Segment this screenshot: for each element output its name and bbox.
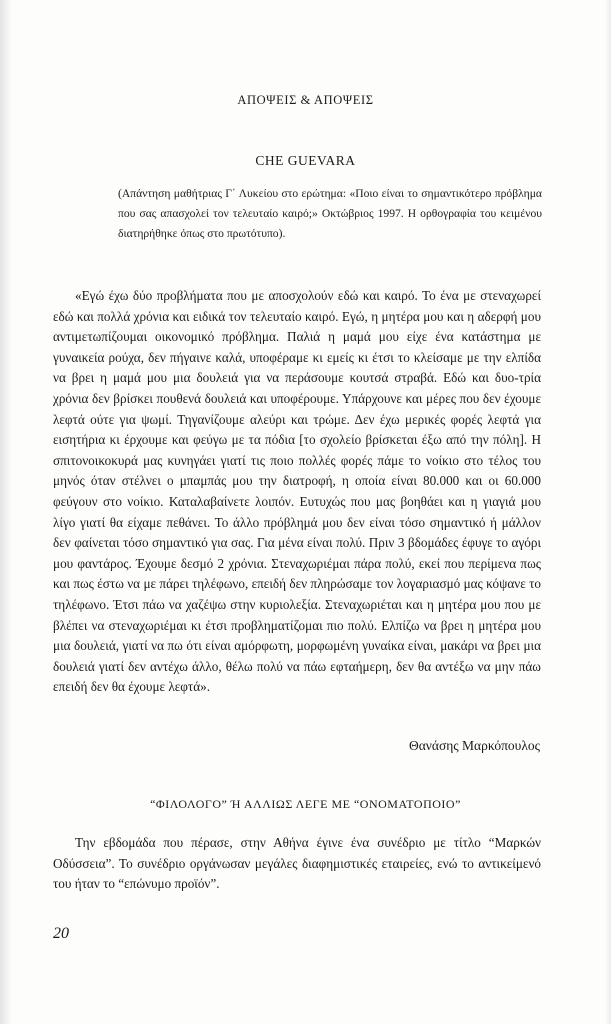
article-title: CHE GUEVARA [255, 153, 356, 168]
article-intro: (Απάντηση μαθήτριας Γ΄ Λυκείου στο ερώτημα: «Ποιο είναι το σημαντικότερο πρόβλημα που σας απασχολεί τον τελευταίο καιρό;» Οκτώβριος 1997. Η ορθογραφία του κειμένου διατηρήθηκε όπως στο πρωτότυπο). [118, 187, 542, 240]
section-title: “ΦΙΛΟΛΟΓΟ” Ή ΑΛΛΙΩΣ ΛΕΓΕ ΜΕ “ΟΝΟΜΑΤΟΠΟΙΟ” [150, 797, 461, 811]
article-body: «Εγώ έχω δύο προβλήματα που με αποσχολούν εδώ και καιρό. Το ένα με στεναχωρεί εδώ και πολλά χρόνια και ειδικά τον τελευταίο καιρό. Εγώ, η μητέρα μου και η αδερφή μου αντιμετωπίζουμαι οικονομικό πρόβλημα. Παλιά η μαμά μου είχε ένα κατάστημα με γυναικεία ρούχα, δεν πήγαινε καλά, υποφέραμε κι εμείς κι έτσι το κλείσαμε με την ελπίδα να βρει η μαμά μου μια δουλειά για να περάσουμε κουτσά στραβά. Εδώ και δυο-τρία χρόνια δεν βρίσκει πουθενά δουλειά και υποφέρουμε. Υπάρχουνε και μέρες που δεν έχουμε λεφτά ούτε για ψωμί. Τηγανίζουμε αλεύρι και τρώμε. Δεν έχω μερικές φορές λεφτά για εισητήρια κι έρχουμε και φεύγω με τα πόδια [το σχολείο βρίσκεται έξω από την πόλη]. Η σπιτονοικοκυρά μας κυνηγάει γιατί τις ποιο πολλές φορές πάμε το νοίκιο στο τέλος του μηνός όταν στέλνει ο μπαμπάς μου την διατροφή, η οποία είναι 80.000 και οι 60.000 φεύγουν στο νοίκιο. Καταλαβαίνετε λοιπόν. Ευτυχώς που μας βοηθάει και η γιαγιά μου λίγο γιατί θα είχαμε πεθάνει. Το άλλο πρόβλημά μου δεν είναι τόσο σημαντικό ή μάλλον δεν φαίνεται τόσο σημαντικό για σας. Για μένα είναι πολύ. Πριν 3 βδομάδες έφυγε το αγόρι μου φαντάρος. Έχουμε δεσμό 2 χρόνια. Στεναχωριέμαι πάρα πολύ, εκεί που περίμενα πως και πως έστω να με πάρει τηλέφωνο, επειδή δεν πληρώσαμε τον λογαριασμό μας κόψανε το τηλέφωνο. Έτσι πάω να χαζέψω στην κυριολεξία. Στεναχωριέται και η μητέρα μου που με βλέπει να στεναχωριέμαι κι έτσι προβληματίζομαι πιο πολύ. Ελπίζω να βρει η μητέρα μου μια δουλειά, γιατί να πω ότι είναι αμόρφωτη, μορφωμένη γυναίκα είναι, μακάρι να βρει μια δουλειά γιατί δεν αντέχω άλλο, θέλω πολύ να πάω εφταήμερη, δεν θα αντέξω να μην πάω επειδή δεν θα έχουμε λεφτά». [53, 288, 541, 695]
article-signature: Θανάσης Μαρκόπουλος [408, 738, 540, 753]
running-head: ΑΠΟΨΕΙΣ & ΑΠΟΨΕΙΣ [237, 93, 374, 107]
section-body: Την εβδομάδα που πέρασε, στην Αθήνα έγινε ένα συνέδριο με τίτλο “Μαρκών Οδύσσεια”. Το συνέδριο οργάνωσαν μεγάλες διαφημιστικές εταιρείες, ενώ το αντικείμενό του ήταν το “επώνυμο προϊόν”. [53, 835, 541, 892]
page-number: 20 [53, 925, 69, 942]
